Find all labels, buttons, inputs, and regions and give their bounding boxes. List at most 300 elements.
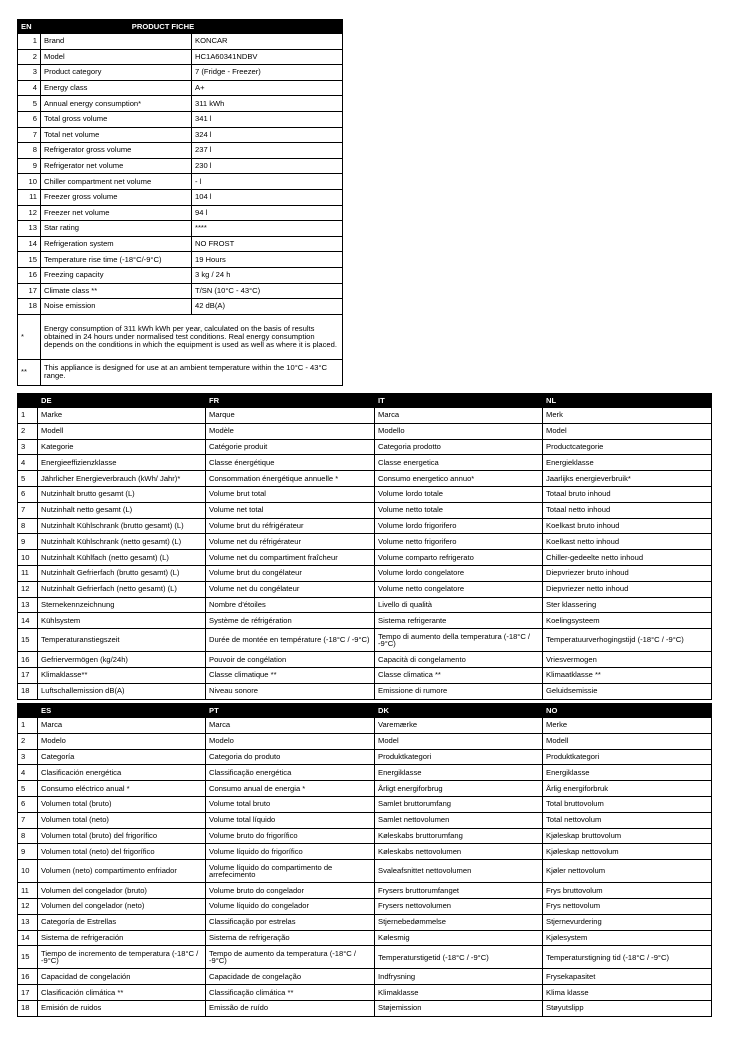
translation-cell: Volumen total (bruto) del frigorífico bbox=[38, 828, 206, 844]
row-number: 18 bbox=[18, 683, 38, 699]
row-label: Brand bbox=[41, 34, 192, 50]
translation-cell: Total nettovolum bbox=[543, 812, 712, 828]
translation-cell: Totaal bruto inhoud bbox=[543, 486, 712, 502]
row-number: 13 bbox=[18, 597, 38, 613]
translation-cell: Ster klassering bbox=[543, 597, 712, 613]
footnote-climate-text: This appliance is designed for use at an ambient temperature within the 10°C - 43°C range. bbox=[41, 359, 343, 385]
translation-row bbox=[18, 812, 712, 828]
row-label: Total net volume bbox=[41, 127, 192, 143]
translation-cell: Produktkategori bbox=[375, 749, 543, 765]
row-number: 11 bbox=[18, 565, 38, 581]
translation-cell: Marca bbox=[206, 718, 375, 734]
translation-cell: Stjernevurdering bbox=[543, 914, 712, 930]
translation-row bbox=[18, 860, 712, 883]
row-value: 42 dB(A) bbox=[192, 299, 343, 315]
translation-row bbox=[18, 565, 712, 581]
row-label: Climate class ** bbox=[41, 283, 192, 299]
translation-row bbox=[18, 408, 712, 424]
row-number: 1 bbox=[18, 718, 38, 734]
translation-row bbox=[18, 471, 712, 487]
translation-cell: Volume líquido do congelador bbox=[206, 898, 375, 914]
translation-cell: Volume brut du congélateur bbox=[206, 565, 375, 581]
row-number: 11 bbox=[18, 189, 41, 205]
translation-cell: Model bbox=[375, 733, 543, 749]
translation-cell: Sistema refrigerante bbox=[375, 613, 543, 629]
translation-cell: Modèle bbox=[206, 423, 375, 439]
en-row bbox=[18, 283, 343, 299]
translation-cell: Energieeffizienzklasse bbox=[38, 455, 206, 471]
row-number: 18 bbox=[18, 299, 41, 315]
row-number: 17 bbox=[18, 667, 38, 683]
row-number: 4 bbox=[18, 765, 38, 781]
translation-row bbox=[18, 985, 712, 1001]
translation-row bbox=[18, 455, 712, 471]
row-label: Model bbox=[41, 49, 192, 65]
translation-cell: Pouvoir de congélation bbox=[206, 652, 375, 668]
translation-cell: Volumen total (neto) bbox=[38, 812, 206, 828]
row-value: A+ bbox=[192, 80, 343, 96]
translation-row bbox=[18, 898, 712, 914]
translation-cell: Consumo eléctrico anual * bbox=[38, 781, 206, 797]
row-number: 6 bbox=[18, 486, 38, 502]
translation-cell: Livello di qualità bbox=[375, 597, 543, 613]
translation-cell: Marca bbox=[38, 718, 206, 734]
translation-row bbox=[18, 581, 712, 597]
translation-cell: Volume lordo congelatore bbox=[375, 565, 543, 581]
translation-cell: Nutzinhalt netto gesamt (L) bbox=[38, 502, 206, 518]
translation-row bbox=[18, 930, 712, 946]
row-number: 14 bbox=[18, 930, 38, 946]
translation-cell: Categoría de Estrellas bbox=[38, 914, 206, 930]
translation-cell: Frys nettovolum bbox=[543, 898, 712, 914]
translation-cell: Kjøleskap nettovolum bbox=[543, 844, 712, 860]
en-row bbox=[18, 34, 343, 50]
row-number: 14 bbox=[18, 613, 38, 629]
translation-cell: Volumen total (neto) del frigorífico bbox=[38, 844, 206, 860]
translation-row bbox=[18, 613, 712, 629]
translation-row bbox=[18, 969, 712, 985]
translation-cell: Sistema de refrigeração bbox=[206, 930, 375, 946]
translation-cell: Volume net du compartiment fraîcheur bbox=[206, 550, 375, 566]
row-number: 14 bbox=[18, 236, 41, 252]
translation-row bbox=[18, 883, 712, 899]
translation-cell: Volume bruto do congelador bbox=[206, 883, 375, 899]
translation-cell: Varemærke bbox=[375, 718, 543, 734]
row-label: Energy class bbox=[41, 80, 192, 96]
translation-cell: Kjøleskap bruttovolum bbox=[543, 828, 712, 844]
row-value: 230 l bbox=[192, 158, 343, 174]
translation-cell: Total bruttovolum bbox=[543, 796, 712, 812]
en-row bbox=[18, 299, 343, 315]
translation-cell: Køleskabs bruttorumfang bbox=[375, 828, 543, 844]
row-label: Temperature rise time (-18°C/-9°C) bbox=[41, 252, 192, 268]
row-number: 16 bbox=[18, 267, 41, 283]
translation-cell: Nutzinhalt Kühlschrank (brutto gesamt) (L) bbox=[38, 518, 206, 534]
translation-cell: Modell bbox=[38, 423, 206, 439]
row-number: 7 bbox=[18, 812, 38, 828]
language-header: IT bbox=[375, 394, 543, 408]
row-number: 8 bbox=[18, 828, 38, 844]
multilingual-table-es-pt-dk-no bbox=[17, 703, 712, 1017]
translation-cell: Frysers nettovolumen bbox=[375, 898, 543, 914]
translation-cell: Classe énergétique bbox=[206, 455, 375, 471]
en-row bbox=[18, 65, 343, 81]
translation-cell: Klima klasse bbox=[543, 985, 712, 1001]
translation-cell: Volume lordo frigorifero bbox=[375, 518, 543, 534]
translation-cell: Energiklasse bbox=[375, 765, 543, 781]
row-number: 6 bbox=[18, 796, 38, 812]
translation-cell: Volumen del congelador (neto) bbox=[38, 898, 206, 914]
translation-cell: Nutzinhalt Gefrierfach (brutto gesamt) (L) bbox=[38, 565, 206, 581]
en-row bbox=[18, 174, 343, 190]
translation-cell: Categoria do produto bbox=[206, 749, 375, 765]
translation-cell: Klimaatklasse ** bbox=[543, 667, 712, 683]
language-header: FR bbox=[206, 394, 375, 408]
translation-cell: Årlig energiforbruk bbox=[543, 781, 712, 797]
multilingual-table-2-body bbox=[18, 704, 712, 1017]
translation-row bbox=[18, 683, 712, 699]
row-number: 9 bbox=[18, 534, 38, 550]
translation-cell: Volume brut du réfrigérateur bbox=[206, 518, 375, 534]
translation-cell: Diepvriezer netto inhoud bbox=[543, 581, 712, 597]
translation-cell: Volume lordo totale bbox=[375, 486, 543, 502]
row-number: 8 bbox=[18, 143, 41, 159]
translation-row bbox=[18, 946, 712, 969]
translation-row bbox=[18, 718, 712, 734]
row-number: 3 bbox=[18, 439, 38, 455]
translation-cell: Volumen total (bruto) bbox=[38, 796, 206, 812]
language-header-row bbox=[18, 704, 712, 718]
row-number: 4 bbox=[18, 455, 38, 471]
row-number: 17 bbox=[18, 985, 38, 1001]
row-number: 10 bbox=[18, 174, 41, 190]
translation-row bbox=[18, 667, 712, 683]
translation-cell: Merk bbox=[543, 408, 712, 424]
multilingual-table-de-fr-it-nl bbox=[17, 393, 712, 700]
row-number: 1 bbox=[18, 408, 38, 424]
row-label: Freezing capacity bbox=[41, 267, 192, 283]
row-value: 341 l bbox=[192, 111, 343, 127]
language-header: PT bbox=[206, 704, 375, 718]
row-label: Noise emission bbox=[41, 299, 192, 315]
row-number: 9 bbox=[18, 844, 38, 860]
row-number: 7 bbox=[18, 127, 41, 143]
product-fiche-title: PRODUCT FICHE bbox=[41, 20, 343, 34]
translation-cell: Energieklasse bbox=[543, 455, 712, 471]
translation-cell: Nutzinhalt brutto gesamt (L) bbox=[38, 486, 206, 502]
row-number: 16 bbox=[18, 969, 38, 985]
row-label: Refrigeration system bbox=[41, 236, 192, 252]
translation-cell: Marke bbox=[38, 408, 206, 424]
row-label: Freezer net volume bbox=[41, 205, 192, 221]
translation-cell: Categoria prodotto bbox=[375, 439, 543, 455]
row-value: 237 l bbox=[192, 143, 343, 159]
translation-row bbox=[18, 652, 712, 668]
row-value: HC1A60341NDBV bbox=[192, 49, 343, 65]
translation-row bbox=[18, 781, 712, 797]
translation-cell: Capacidad de congelación bbox=[38, 969, 206, 985]
translation-cell: Volume total líquido bbox=[206, 812, 375, 828]
translation-cell: Productcategorie bbox=[543, 439, 712, 455]
row-number: 12 bbox=[18, 898, 38, 914]
translation-cell: Diepvriezer bruto inhoud bbox=[543, 565, 712, 581]
row-label: Product category bbox=[41, 65, 192, 81]
row-number: 8 bbox=[18, 518, 38, 534]
row-label: Annual energy consumption* bbox=[41, 96, 192, 112]
multilingual-table-1-body bbox=[18, 394, 712, 700]
translation-cell: Classificação climática ** bbox=[206, 985, 375, 1001]
translation-cell: Sternekennzeichnung bbox=[38, 597, 206, 613]
en-row bbox=[18, 111, 343, 127]
en-row bbox=[18, 205, 343, 221]
translation-cell: Tiempo de incremento de temperatura (-18°C / -9°C) bbox=[38, 946, 206, 969]
translation-cell: Temperaturstigning tid (-18°C / -9°C) bbox=[543, 946, 712, 969]
row-number: 13 bbox=[18, 914, 38, 930]
translation-cell: Volume net du congélateur bbox=[206, 581, 375, 597]
translation-cell: Volume líquido do compartimento de arrefecimento bbox=[206, 860, 375, 883]
en-row bbox=[18, 189, 343, 205]
translation-cell: Volume total bruto bbox=[206, 796, 375, 812]
row-value: 104 l bbox=[192, 189, 343, 205]
translation-row bbox=[18, 629, 712, 652]
translation-cell: Chiller-gedeelte netto inhoud bbox=[543, 550, 712, 566]
row-label: Chiller compartment net volume bbox=[41, 174, 192, 190]
header-blank bbox=[18, 704, 38, 718]
header-blank bbox=[18, 394, 38, 408]
translation-cell: Nombre d'étoiles bbox=[206, 597, 375, 613]
translation-cell: Volume brut total bbox=[206, 486, 375, 502]
translation-cell: Merke bbox=[543, 718, 712, 734]
translation-cell: Classificação por estrelas bbox=[206, 914, 375, 930]
en-row bbox=[18, 49, 343, 65]
translation-cell: Koelingsysteem bbox=[543, 613, 712, 629]
en-lang-code: EN bbox=[18, 20, 41, 34]
row-value: 311 kWh bbox=[192, 96, 343, 112]
translation-cell: Capacità di congelamento bbox=[375, 652, 543, 668]
translation-cell: Årligt energiforbrug bbox=[375, 781, 543, 797]
translation-cell: Volume netto frigorifero bbox=[375, 534, 543, 550]
row-number: 6 bbox=[18, 111, 41, 127]
row-number: 15 bbox=[18, 252, 41, 268]
language-header: NL bbox=[543, 394, 712, 408]
row-number: 15 bbox=[18, 629, 38, 652]
en-row bbox=[18, 252, 343, 268]
en-row bbox=[18, 267, 343, 283]
language-header: ES bbox=[38, 704, 206, 718]
translation-cell: Capacidade de congelação bbox=[206, 969, 375, 985]
row-value: 19 Hours bbox=[192, 252, 343, 268]
translation-row bbox=[18, 439, 712, 455]
translation-row bbox=[18, 550, 712, 566]
row-value: T/SN (10°C - 43°C) bbox=[192, 283, 343, 299]
translation-cell: Støjemission bbox=[375, 1000, 543, 1016]
translation-cell: Indfrysning bbox=[375, 969, 543, 985]
translation-cell: Frysekapasitet bbox=[543, 969, 712, 985]
translation-cell: Geluidsemissie bbox=[543, 683, 712, 699]
row-label: Freezer gross volume bbox=[41, 189, 192, 205]
translation-cell: Modell bbox=[543, 733, 712, 749]
translation-cell: Volume bruto do frigorífico bbox=[206, 828, 375, 844]
translation-cell: Kjøler nettovolum bbox=[543, 860, 712, 883]
translation-cell: Volume net total bbox=[206, 502, 375, 518]
translation-cell: Volume comparto refrigerato bbox=[375, 550, 543, 566]
translation-cell: Tempo de aumento da temperatura (-18°C / -9°C) bbox=[206, 946, 375, 969]
row-value: 3 kg / 24 h bbox=[192, 267, 343, 283]
row-value: KONCAR bbox=[192, 34, 343, 50]
translation-cell: Modello bbox=[375, 423, 543, 439]
translation-cell: Samlet bruttorumfang bbox=[375, 796, 543, 812]
translation-cell: Frysers bruttorumfanget bbox=[375, 883, 543, 899]
translation-row bbox=[18, 502, 712, 518]
translation-row bbox=[18, 733, 712, 749]
row-number: 2 bbox=[18, 49, 41, 65]
translation-cell: Volumen del congelador (bruto) bbox=[38, 883, 206, 899]
footnote-mark: * bbox=[18, 314, 41, 359]
translation-cell: Emissione di rumore bbox=[375, 683, 543, 699]
row-label: Total gross volume bbox=[41, 111, 192, 127]
translation-cell: Niveau sonore bbox=[206, 683, 375, 699]
translation-cell: Clasificación energética bbox=[38, 765, 206, 781]
footnote-climate bbox=[18, 359, 343, 385]
row-number: 3 bbox=[18, 65, 41, 81]
translation-cell: Kategorie bbox=[38, 439, 206, 455]
row-value: 7 (Fridge - Freezer) bbox=[192, 65, 343, 81]
translation-cell: Système de réfrigération bbox=[206, 613, 375, 629]
row-number: 5 bbox=[18, 471, 38, 487]
translation-cell: Clasificación climática ** bbox=[38, 985, 206, 1001]
translation-row bbox=[18, 423, 712, 439]
translation-row bbox=[18, 597, 712, 613]
row-number: 3 bbox=[18, 749, 38, 765]
row-number: 11 bbox=[18, 883, 38, 899]
translation-cell: Modelo bbox=[206, 733, 375, 749]
row-number: 7 bbox=[18, 502, 38, 518]
translation-cell: Produktkategori bbox=[543, 749, 712, 765]
row-value: 324 l bbox=[192, 127, 343, 143]
translation-row bbox=[18, 765, 712, 781]
translation-cell: Classe climatica ** bbox=[375, 667, 543, 683]
translation-cell: Svaleafsnittet nettovolumen bbox=[375, 860, 543, 883]
translation-row bbox=[18, 828, 712, 844]
translation-cell: Energiklasse bbox=[543, 765, 712, 781]
en-row bbox=[18, 221, 343, 237]
row-value: - l bbox=[192, 174, 343, 190]
en-header-row bbox=[18, 20, 343, 34]
translation-cell: Emisión de ruidos bbox=[38, 1000, 206, 1016]
translation-cell: Jaarlijks energieverbruik* bbox=[543, 471, 712, 487]
translation-cell: Koelkast bruto inhoud bbox=[543, 518, 712, 534]
translation-cell: Temperaturanstiegszeit bbox=[38, 629, 206, 652]
row-number: 4 bbox=[18, 80, 41, 96]
row-number: 5 bbox=[18, 96, 41, 112]
translation-row bbox=[18, 914, 712, 930]
translation-cell: Temperatuurverhogingstijd (-18°C / -9°C) bbox=[543, 629, 712, 652]
row-label: Refrigerator net volume bbox=[41, 158, 192, 174]
translation-cell: Luftschallemission dB(A) bbox=[38, 683, 206, 699]
translation-cell: Emissão de ruído bbox=[206, 1000, 375, 1016]
translation-cell: Kølesmig bbox=[375, 930, 543, 946]
row-number: 18 bbox=[18, 1000, 38, 1016]
translation-cell: Klimaklasse** bbox=[38, 667, 206, 683]
row-label: Refrigerator gross volume bbox=[41, 143, 192, 159]
translation-cell: Classificação energética bbox=[206, 765, 375, 781]
language-header: NO bbox=[543, 704, 712, 718]
translation-cell: Classe energetica bbox=[375, 455, 543, 471]
translation-cell: Stjernebedømmelse bbox=[375, 914, 543, 930]
translation-row bbox=[18, 534, 712, 550]
row-label: Star rating bbox=[41, 221, 192, 237]
row-number: 16 bbox=[18, 652, 38, 668]
translation-cell: Consommation énergétique annuelle * bbox=[206, 471, 375, 487]
translation-cell: Tempo di aumento della temperatura (-18°C / -9°C) bbox=[375, 629, 543, 652]
translation-cell: Gefriervermögen (kg/24h) bbox=[38, 652, 206, 668]
en-row bbox=[18, 236, 343, 252]
translation-cell: Durée de montée en température (-18°C / -9°C) bbox=[206, 629, 375, 652]
translation-row bbox=[18, 844, 712, 860]
language-header: DK bbox=[375, 704, 543, 718]
language-header: DE bbox=[38, 394, 206, 408]
translation-row bbox=[18, 486, 712, 502]
translation-cell: Frys bruttovolum bbox=[543, 883, 712, 899]
translation-cell: Støyutslipp bbox=[543, 1000, 712, 1016]
row-number: 13 bbox=[18, 221, 41, 237]
row-number: 2 bbox=[18, 423, 38, 439]
en-row bbox=[18, 127, 343, 143]
translation-cell: Vriesvermogen bbox=[543, 652, 712, 668]
row-number: 2 bbox=[18, 733, 38, 749]
translation-row bbox=[18, 796, 712, 812]
product-fiche-en-table bbox=[17, 19, 343, 386]
translation-cell: Marque bbox=[206, 408, 375, 424]
en-row bbox=[18, 158, 343, 174]
row-value: NO FROST bbox=[192, 236, 343, 252]
translation-row bbox=[18, 1000, 712, 1016]
footnote-energy bbox=[18, 314, 343, 359]
row-number: 5 bbox=[18, 781, 38, 797]
translation-cell: Consumo energetico annuo* bbox=[375, 471, 543, 487]
translation-cell: Nutzinhalt Kühlfach (netto gesamt) (L) bbox=[38, 550, 206, 566]
translation-cell: Totaal netto inhoud bbox=[543, 502, 712, 518]
row-number: 12 bbox=[18, 581, 38, 597]
translation-cell: Kühlsystem bbox=[38, 613, 206, 629]
translation-cell: Consumo anual de energia * bbox=[206, 781, 375, 797]
translation-cell: Model bbox=[543, 423, 712, 439]
translation-cell: Volume netto congelatore bbox=[375, 581, 543, 597]
row-number: 9 bbox=[18, 158, 41, 174]
row-number: 17 bbox=[18, 283, 41, 299]
translation-cell: Categoría bbox=[38, 749, 206, 765]
row-number: 10 bbox=[18, 550, 38, 566]
translation-cell: Klimaklasse bbox=[375, 985, 543, 1001]
row-number: 1 bbox=[18, 34, 41, 50]
language-header-row bbox=[18, 394, 712, 408]
translation-cell: Sistema de refrigeración bbox=[38, 930, 206, 946]
row-number: 10 bbox=[18, 860, 38, 883]
en-row bbox=[18, 80, 343, 96]
translation-cell: Nutzinhalt Kühlschrank (netto gesamt) (L) bbox=[38, 534, 206, 550]
translation-row bbox=[18, 749, 712, 765]
row-value: **** bbox=[192, 221, 343, 237]
translation-cell: Catégorie produit bbox=[206, 439, 375, 455]
translation-row bbox=[18, 518, 712, 534]
translation-cell: Nutzinhalt Gefrierfach (netto gesamt) (L) bbox=[38, 581, 206, 597]
translation-cell: Jährlicher Energieverbrauch (kWh/ Jahr)* bbox=[38, 471, 206, 487]
translation-cell: Volume líquido do frigorífico bbox=[206, 844, 375, 860]
translation-cell: Volume netto totale bbox=[375, 502, 543, 518]
translation-cell: Classe climatique ** bbox=[206, 667, 375, 683]
footnote-energy-text: Energy consumption of 311 kWh kWh per year, calculated on the basis of results obtained in 24 hours under normalised test conditions. Real energy consumption depends on the conditions in which the equipment is used as well as where it is placed. bbox=[41, 314, 343, 359]
translation-cell: Temperaturstigetid (-18°C / -9°C) bbox=[375, 946, 543, 969]
